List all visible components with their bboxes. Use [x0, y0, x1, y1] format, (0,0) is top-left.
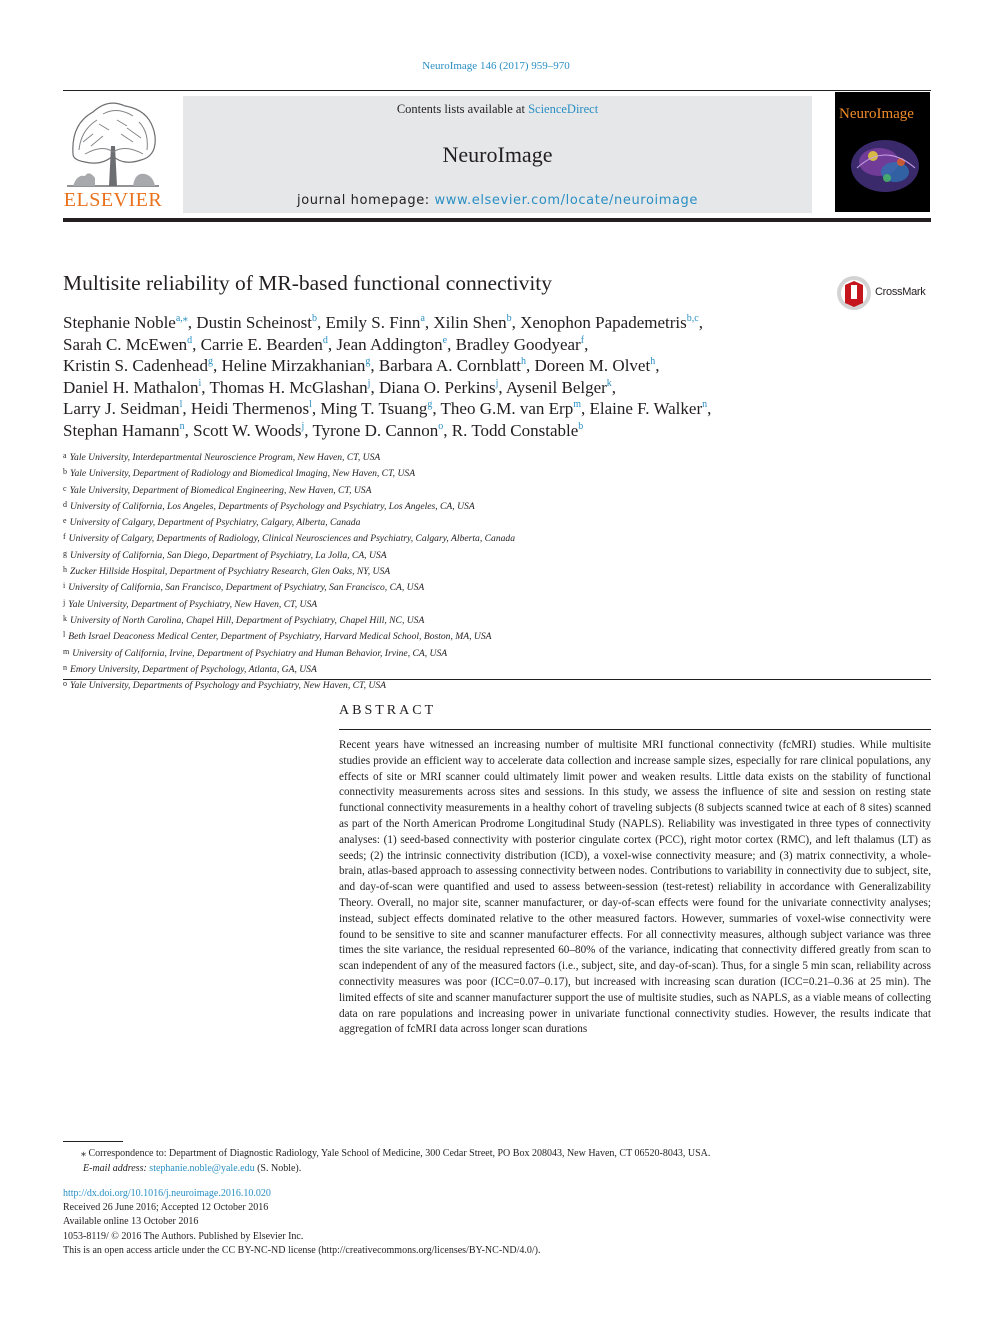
affiliation-label: k — [63, 613, 67, 623]
correspondence-footnote — [63, 1146, 931, 1176]
author[interactable] — [520, 313, 699, 332]
author-name: Bradley Goodyear — [455, 334, 581, 354]
crossmark-label: CrossMark — [875, 286, 926, 298]
affiliation — [63, 596, 883, 612]
author-line: Daniel H. Mathalon$^i$, Thomas H. McGlashan$^j$, Diana O. Perkins$^j$, Aysenil Belger$^k$, — [63, 377, 617, 397]
cover-title: NeuroImage — [839, 106, 914, 122]
crossmark-icon — [836, 275, 872, 311]
author[interactable] — [63, 313, 188, 332]
affiliation-label: o — [63, 679, 67, 689]
license: This is an open access article under the CC BY-NC-ND license (http://creativecommons.org/licenses/BY-NC-ND/4.0/). — [63, 1244, 541, 1256]
available-online: Available online 13 October 2016 — [63, 1216, 199, 1228]
author-line: Stephanie Noble$^{a,⁎}$, Dustin Scheinost$^b$, Emily S. Finn$^a$, Xilin Shen$^b$, Xenophon Papademetris$^{b,c}$, — [63, 313, 703, 332]
author-name: Heidi Thermenos — [190, 399, 310, 418]
author-line: Stephan Hamann$^n$, Scott W. Woods$^j$, Tyrone D. Cannon$^o$, R. Todd Constable$^b$ — [63, 420, 584, 440]
author[interactable] — [379, 356, 526, 375]
homepage-link[interactable]: www.elsevier.com/locate/neuroimage — [434, 193, 698, 208]
author-affiliation-mark[interactable]: e — [442, 334, 448, 346]
author[interactable] — [63, 399, 182, 418]
author-name: R. Todd Constable — [451, 420, 579, 440]
affiliation-label: f — [63, 532, 66, 542]
author[interactable] — [589, 399, 707, 418]
author-affiliation-mark[interactable]: m — [573, 399, 581, 410]
email-suffix: (S. Noble). — [257, 1163, 302, 1174]
author[interactable] — [196, 313, 317, 332]
author[interactable] — [535, 356, 656, 375]
author-affiliation-mark[interactable]: n — [702, 399, 708, 410]
author[interactable] — [320, 399, 432, 418]
author-affiliation-mark[interactable]: b — [312, 313, 317, 324]
affiliation-label: m — [63, 646, 70, 656]
author-name: Aysenil Belger — [505, 377, 607, 397]
header-top-rule — [63, 90, 931, 91]
affiliation — [63, 628, 883, 644]
affiliation — [63, 612, 883, 628]
author-affiliation-mark[interactable]: d — [187, 334, 193, 346]
footnote-marker: ⁎ — [81, 1148, 86, 1159]
affiliation — [63, 514, 883, 530]
elsevier-logo[interactable] — [63, 94, 163, 212]
author-affiliation-mark[interactable]: b — [506, 313, 512, 324]
author-name: Xilin Shen — [433, 313, 507, 332]
author-affiliation-mark[interactable]: b,c — [686, 313, 699, 324]
author[interactable] — [336, 335, 447, 354]
affiliation-label: d — [63, 499, 67, 509]
author[interactable] — [191, 399, 312, 418]
affiliation — [63, 498, 883, 514]
elsevier-tree-icon — [63, 94, 163, 190]
author-affiliation-mark[interactable]: o — [438, 420, 444, 432]
affiliation-label: e — [63, 516, 67, 526]
author[interactable] — [63, 356, 213, 375]
author[interactable] — [452, 421, 583, 440]
author[interactable] — [312, 421, 443, 440]
author-name: Sarah C. McEwen — [63, 334, 188, 354]
author[interactable] — [506, 378, 612, 397]
copyright: 1053-8119/ © 2016 The Authors. Published by Elsevier Inc. — [63, 1230, 304, 1242]
author-name: Elaine F. Walker — [589, 399, 703, 418]
affiliation-text: Beth Israel Deaconess Medical Center, Department of Psychiatry, Harvard Medical School, Boston, MA, USA — [68, 631, 492, 643]
author-affiliation-mark[interactable]: j — [301, 420, 305, 432]
author-name: Thomas H. McGlashan — [209, 377, 368, 397]
brain-image-icon — [835, 92, 930, 212]
affiliation-text: Zucker Hillside Hospital, Department of Psychiatry Research, Glen Oaks, NY, USA — [70, 566, 391, 578]
author[interactable] — [63, 378, 201, 397]
author-affiliation-mark[interactable]: k — [606, 377, 612, 389]
author[interactable] — [209, 378, 370, 397]
author-name: Diana O. Perkins — [378, 377, 496, 397]
affiliation-text: University of California, San Diego, Department of Psychiatry, La Jolla, CA, USA — [70, 549, 387, 561]
journal-cover[interactable] — [835, 92, 930, 212]
affiliation — [63, 579, 883, 595]
affiliation-label: h — [63, 565, 67, 575]
author-name: Heline Mirzakhanian — [221, 356, 366, 375]
author-name: Kristin S. Cadenhead — [63, 356, 208, 375]
affiliation-text: Yale University, Department of Biomedical Engineering, New Haven, CT, USA — [69, 484, 372, 496]
author-name: Tyrone D. Cannon — [312, 420, 439, 440]
abstract-text: Recent years have witnessed an increasing number of multisite MRI functional connectivity (fcMRI) studies. While multisite studies provide an efficient way to accelerate data collection and increase sample sizes, especially for rare clinical populations, any effects of site or MRI scanner could ultimately limit power and weaken results. Little data exists on the stability of functional connectivity measurements across sites and sessions. In this study, we assess the influence of site and session on resting state functional connectivity measurements in a healthy cohort of traveling subjects (8 subjects scanned twice at each of 8 sites) scanned as part of the North American Prodrome Longitudinal Study (NAPLS). Reliability was investigated in three types of connectivity analyses: (1) seed-based connectivity with posterior cingulate cortex (PCC), right motor cortex (RMC), and left thalamus (LT) as seeds; (2) the intrinsic connectivity distribution (ICD), a voxel-wise connectivity measure; and (3) matrix connectivity, a whole-brain, atlas-based approach to assessing connectivity between nodes. Contributions to variability in connectivity due to subject, site, and day-of-scan were quantified and used to assess between-session (test-retest) reliability in accordance with Generalizability Theory. Overall, no major site, scanner manufacturer, or day-of-scan effects were found for the univariate connectivity analyses; instead, subject effects dominated relative to the other measured factors. However, summaries of voxel-wise connectivity were found to be sensitive to site and scanner manufacturer effects. For all connectivity measures, although subject variance was three times the site variance, the residual represented 60–80% of the variance, indicating that connectivity differed greatly from scan to scan independent of any of the measured factors (i.e., subject, site, and day-of-scan). Thus, for a single 5 min scan, reliability across connectivity measures was poor (ICC=0.07–0.17), but increased with increasing scan duration (ICC=0.21–0.36 at 25 min). The limited effects of site and scanner manufacturer support the use of multisite studies, such as NAPLS, as a viable means of collecting data on rare populations and increasing power in univariate functional connectivity studies. However, the results indicate that aggregation of fcMRI data across longer scan durations — [339, 739, 931, 1036]
affiliation-text: Yale University, Departments of Psychology and Psychiatry, New Haven, CT, USA — [70, 680, 387, 692]
affiliation-text: University of California, San Francisco, Department of Psychiatry, San Francisco, CA, USA — [68, 582, 425, 594]
affiliation-text: University of North Carolina, Chapel Hill, Department of Psychiatry, Chapel Hill, NC, USA — [70, 614, 425, 626]
author-name: Doreen M. Olvet — [534, 356, 651, 375]
author[interactable] — [221, 356, 370, 375]
affiliation-label: b — [63, 467, 67, 477]
homepage-line: journal homepage: www.elsevier.com/locate/neuroimage — [297, 193, 698, 208]
author[interactable] — [193, 421, 304, 440]
journal-title: NeuroImage — [442, 142, 553, 167]
affiliation-text: Yale University, Department of Radiology and Biomedical Imaging, New Haven, CT, USA — [70, 468, 416, 480]
author-affiliation-mark[interactable]: g — [207, 356, 213, 367]
affiliation-text: Emory University, Department of Psychology, Atlanta, GA, USA — [70, 663, 317, 675]
author-name: Theo G.M. van Erp — [440, 399, 574, 418]
affiliation-text: University of Calgary, Department of Psychiatry, Calgary, Alberta, Canada — [69, 517, 361, 529]
author-name: Dustin Scheinost — [196, 313, 312, 332]
affiliation-label: j — [63, 597, 66, 607]
email-label: E-mail address: — [83, 1163, 147, 1174]
author-affiliation-mark[interactable]: d — [322, 334, 328, 346]
affiliation — [63, 482, 883, 498]
author-name: Stephan Hamann — [63, 420, 180, 440]
author-affiliation-mark[interactable]: f — [580, 334, 585, 346]
affiliation — [63, 449, 883, 465]
author-line: Sarah C. McEwen$^d$, Carrie E. Bearden$^d$, Jean Addington$^e$, Bradley Goodyear$^f$, — [63, 334, 589, 354]
affiliation-text: University of California, Irvine, Department of Psychiatry and Human Behavior, Irvine, CA, USA — [72, 647, 448, 659]
author-line: Larry J. Seidman$^l$, Heidi Thermenos$^l$, Ming T. Tsuang$^g$, Theo G.M. van Erp$^m$, Elaine F. Walker$^n$, — [63, 399, 712, 418]
affiliation-text: Yale University, Interdepartmental Neuroscience Program, New Haven, CT, USA — [69, 452, 381, 463]
affiliation-text: Yale University, Department of Psychiatry, New Haven, CT, USA — [68, 598, 318, 610]
affiliation-label: l — [63, 630, 66, 640]
author-affiliation-mark[interactable]: h — [521, 356, 527, 367]
crossmark-badge[interactable] — [836, 275, 932, 311]
author[interactable] — [379, 378, 498, 397]
footnote-divider — [63, 1141, 123, 1142]
author-name: Jean Addington — [336, 334, 443, 354]
affiliation — [63, 530, 883, 546]
affiliation-label: c — [63, 483, 67, 493]
affiliation-label: i — [63, 581, 66, 591]
header-bottom-rule — [63, 218, 931, 222]
contents-line: Contents lists available at ScienceDirect — [396, 102, 599, 116]
author[interactable] — [63, 421, 185, 440]
affiliation-text: University of California, Los Angeles, Departments of Psychology and Psychiatry, Los Angeles, CA, USA — [70, 500, 475, 512]
author-name: Ming T. Tsuang — [320, 399, 428, 418]
affiliation-label: n — [63, 662, 67, 672]
publisher-name: ELSEVIER — [63, 189, 163, 211]
author-affiliation-mark[interactable]: a,⁎ — [175, 313, 188, 324]
author[interactable] — [201, 335, 328, 354]
author-name: Barbara A. Cornblatt — [378, 356, 522, 375]
received-dates: Received 26 June 2016; Accepted 12 October 2016 — [63, 1202, 269, 1214]
author[interactable] — [456, 335, 584, 354]
correspondence-text: Correspondence to: Department of Diagnostic Radiology, Yale School of Medicine, 300 Cedar Street, PO Box 208043, New Haven, CT 06520-8043, USA. — [88, 1148, 711, 1159]
author-line: Kristin S. Cadenhead$^g$, Heline Mirzakhanian$^g$, Barbara A. Cornblatt$^h$, Doreen M. Olvet$^h$, — [63, 356, 660, 375]
author-affiliation-mark[interactable]: g — [427, 399, 433, 410]
author-affiliation-mark[interactable]: a — [420, 313, 425, 324]
author-name: Daniel H. Mathalon — [63, 377, 199, 397]
affiliation — [63, 465, 883, 481]
author-affiliation-mark[interactable]: b — [578, 420, 584, 432]
affiliation — [63, 547, 883, 563]
doi-link[interactable]: http://dx.doi.org/10.1016/j.neuroimage.2016.10.020 — [63, 1188, 271, 1199]
author[interactable] — [433, 313, 511, 332]
affiliation-label: g — [63, 548, 67, 558]
author[interactable] — [441, 399, 581, 418]
affiliation — [63, 661, 883, 677]
abstract-divider — [339, 729, 931, 730]
author-name: Larry J. Seidman — [63, 399, 180, 418]
section-divider — [63, 679, 931, 680]
author-name: Xenophon Papademetris — [520, 313, 687, 332]
author-list — [63, 312, 863, 441]
author-affiliation-mark[interactable]: l — [179, 399, 183, 410]
author-affiliation-mark[interactable]: i — [198, 377, 202, 389]
author-affiliation-mark[interactable]: h — [650, 356, 656, 367]
journal-citation[interactable]: NeuroImage 146 (2017) 959–970 — [422, 60, 570, 72]
publication-info — [63, 1187, 931, 1258]
journal-masthead — [183, 96, 812, 213]
author-affiliation-mark[interactable]: j — [367, 377, 371, 389]
sciencedirect-link[interactable]: ScienceDirect — [528, 102, 599, 116]
affiliation-label: a — [63, 451, 67, 460]
affiliation — [63, 645, 883, 661]
author-affiliation-mark[interactable]: g — [365, 356, 371, 367]
affiliation — [63, 563, 883, 579]
affiliation-list — [63, 449, 883, 693]
abstract-heading: ABSTRACT — [339, 703, 437, 718]
affiliation-text: University of Calgary, Departments of Radiology, Clinical Neurosciences and Psychiatry, Calgary, Alberta, Canada — [68, 533, 516, 545]
author-name: Scott W. Woods — [193, 420, 302, 440]
email-link[interactable]: stephanie.noble@yale.edu — [149, 1163, 255, 1174]
author-name: Carrie E. Bearden — [200, 334, 323, 354]
author[interactable] — [326, 313, 425, 332]
author-affiliation-mark[interactable]: n — [179, 420, 185, 432]
author-name: Emily S. Finn — [325, 313, 421, 332]
author-name: Stephanie Noble — [63, 313, 176, 332]
author-affiliation-mark[interactable]: l — [309, 399, 312, 410]
article-title: Multisite reliability of MR-based functional connectivity — [63, 271, 553, 295]
author-affiliation-mark[interactable]: j — [495, 377, 499, 389]
author[interactable] — [63, 335, 192, 354]
